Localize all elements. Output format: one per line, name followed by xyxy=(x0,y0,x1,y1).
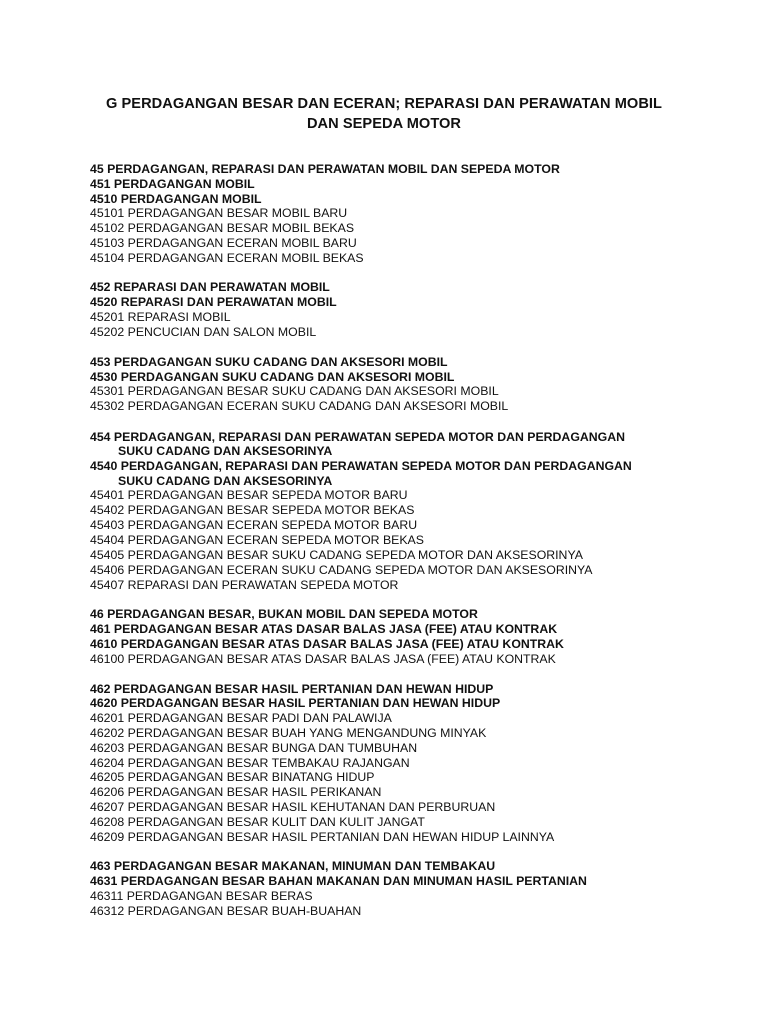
title-line-1: G PERDAGANGAN BESAR DAN ECERAN; REPARASI DAN PERAWATAN MOBIL xyxy=(106,96,662,112)
list-item: 45404 PERDAGANGAN ECERAN SEPEDA MOTOR BEKAS xyxy=(90,533,424,547)
list-item: 46204 PERDAGANGAN BESAR TEMBAKAU RAJANGAN xyxy=(90,756,410,770)
subclass-header: 4631 PERDAGANGAN BESAR BAHAN MAKANAN DAN MINUMAN HASIL PERTANIAN xyxy=(90,874,587,888)
subclass-header: 4620 PERDAGANGAN BESAR HASIL PERTANIAN DAN HEWAN HIDUP xyxy=(90,696,501,710)
group-header: 46 PERDAGANGAN BESAR, BUKAN MOBIL DAN SEPEDA MOTOR xyxy=(90,607,478,621)
class-header: 461 PERDAGANGAN BESAR ATAS DASAR BALAS JASA (FEE) ATAU KONTRAK xyxy=(90,622,558,636)
class-header: 453 PERDAGANGAN SUKU CADANG DAN AKSESORI MOBIL xyxy=(90,355,448,369)
subclass-header: 4510 PERDAGANGAN MOBIL xyxy=(90,192,262,206)
subclass-header-continuation: SUKU CADANG DAN AKSESORINYA xyxy=(118,474,333,488)
class-header: 454 PERDAGANGAN, REPARASI DAN PERAWATAN SEPEDA MOTOR DAN PERDAGANGAN xyxy=(90,430,625,444)
document-title xyxy=(60,94,708,134)
list-item: 46203 PERDAGANGAN BESAR BUNGA DAN TUMBUHAN xyxy=(90,741,418,755)
class-header: 452 REPARASI DAN PERAWATAN MOBIL xyxy=(90,280,330,294)
list-item: 46209 PERDAGANGAN BESAR HASIL PERTANIAN DAN HEWAN HIDUP LAINNYA xyxy=(90,830,555,844)
list-item: 45201 REPARASI MOBIL xyxy=(90,310,231,324)
subclass-header: 4610 PERDAGANGAN BESAR ATAS DASAR BALAS JASA (FEE) ATAU KONTRAK xyxy=(90,637,564,651)
list-item: 46206 PERDAGANGAN BESAR HASIL PERIKANAN xyxy=(90,785,382,799)
list-item: 46312 PERDAGANGAN BESAR BUAH-BUAHAN xyxy=(90,904,362,918)
list-item: 45104 PERDAGANGAN ECERAN MOBIL BEKAS xyxy=(90,251,364,265)
list-item: 46100 PERDAGANGAN BESAR ATAS DASAR BALAS JASA (FEE) ATAU KONTRAK xyxy=(90,652,556,666)
class-header: 463 PERDAGANGAN BESAR MAKANAN, MINUMAN DAN TEMBAKAU xyxy=(90,859,496,873)
list-item: 46208 PERDAGANGAN BESAR KULIT DAN KULIT JANGAT xyxy=(90,815,425,829)
subclass-header: 4530 PERDAGANGAN SUKU CADANG DAN AKSESORI MOBIL xyxy=(90,370,455,384)
list-item: 45301 PERDAGANGAN BESAR SUKU CADANG DAN AKSESORI MOBIL xyxy=(90,384,499,398)
list-item: 45202 PENCUCIAN DAN SALON MOBIL xyxy=(90,325,317,339)
list-item: 45103 PERDAGANGAN ECERAN MOBIL BARU xyxy=(90,236,357,250)
list-item: 46311 PERDAGANGAN BESAR BERAS xyxy=(90,889,313,903)
list-item: 46202 PERDAGANGAN BESAR BUAH YANG MENGANDUNG MINYAK xyxy=(90,726,487,740)
class-header-continuation: SUKU CADANG DAN AKSESORINYA xyxy=(118,444,333,458)
list-item: 45407 REPARASI DAN PERAWATAN SEPEDA MOTOR xyxy=(90,578,399,592)
class-header: 462 PERDAGANGAN BESAR HASIL PERTANIAN DAN HEWAN HIDUP xyxy=(90,682,494,696)
list-item: 45401 PERDAGANGAN BESAR SEPEDA MOTOR BARU xyxy=(90,488,408,502)
list-item: 46205 PERDAGANGAN BESAR BINATANG HIDUP xyxy=(90,770,375,784)
list-item: 45402 PERDAGANGAN BESAR SEPEDA MOTOR BEKAS xyxy=(90,503,415,517)
group-header: 45 PERDAGANGAN, REPARASI DAN PERAWATAN MOBIL DAN SEPEDA MOTOR xyxy=(90,162,560,176)
subclass-header: 4540 PERDAGANGAN, REPARASI DAN PERAWATAN SEPEDA MOTOR DAN PERDAGANGAN xyxy=(90,459,632,473)
subclass-header: 4520 REPARASI DAN PERAWATAN MOBIL xyxy=(90,295,337,309)
list-item: 45302 PERDAGANGAN ECERAN SUKU CADANG DAN AKSESORI MOBIL xyxy=(90,399,509,413)
list-item: 45403 PERDAGANGAN ECERAN SEPEDA MOTOR BARU xyxy=(90,518,418,532)
list-item: 45406 PERDAGANGAN ECERAN SUKU CADANG SEPEDA MOTOR DAN AKSESORINYA xyxy=(90,563,593,577)
list-item: 45405 PERDAGANGAN BESAR SUKU CADANG SEPEDA MOTOR DAN AKSESORINYA xyxy=(90,548,583,562)
list-item: 45101 PERDAGANGAN BESAR MOBIL BARU xyxy=(90,206,348,220)
title-line-2: DAN SEPEDA MOTOR xyxy=(306,116,462,132)
class-header: 451 PERDAGANGAN MOBIL xyxy=(90,177,255,191)
list-item: 45102 PERDAGANGAN BESAR MOBIL BEKAS xyxy=(90,221,355,235)
list-item: 46207 PERDAGANGAN BESAR HASIL KEHUTANAN DAN PERBURUAN xyxy=(90,800,496,814)
list-item: 46201 PERDAGANGAN BESAR PADI DAN PALAWIJA xyxy=(90,711,392,725)
